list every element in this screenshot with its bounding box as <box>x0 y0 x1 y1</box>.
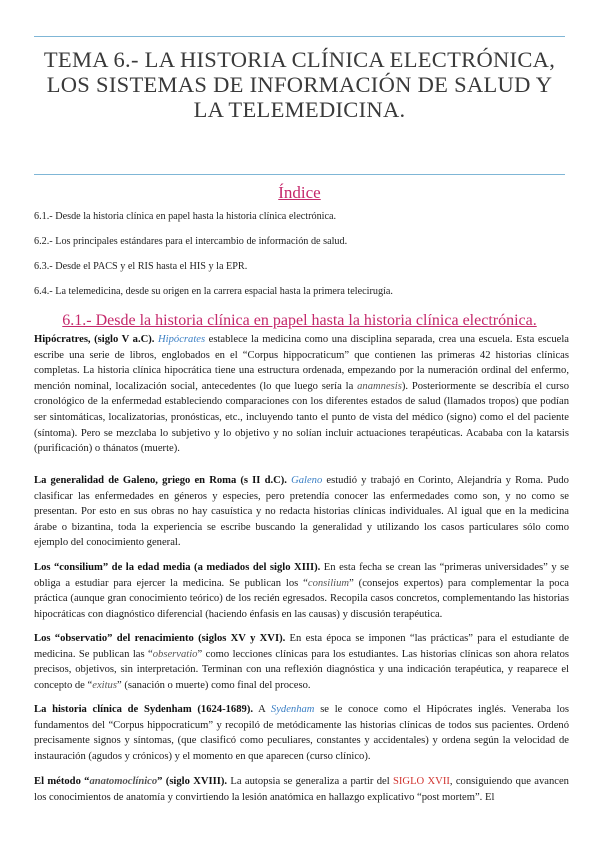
term: anamnesis <box>357 380 402 392</box>
term: consilium <box>307 577 350 589</box>
name-link: Hipócrates <box>158 334 206 345</box>
title-bottom-rule <box>34 174 565 175</box>
paragraph-galeno <box>34 473 569 551</box>
paragraph-lead: Los “observatio” del renacimiento (siglos XV y XVI). <box>34 633 286 644</box>
paragraph-anatomoclinico <box>34 774 569 805</box>
paragraph-lead: La historia clínica de Sydenham (1624-1689). <box>34 704 253 715</box>
name-link: Galeno <box>291 475 323 486</box>
index-item: 6.4.- La telemedicina, desde su origen en la carrera espacial hasta la primera telecirugía. <box>34 286 393 297</box>
index-item: 6.1.- Desde la historia clínica en papel hasta la historia clínica electrónica. <box>34 211 337 222</box>
title-top-rule <box>34 36 565 37</box>
paragraph-text: ” (consejos expertos) para complementar la poca práctica (aunque gran conocimiento teórico) de los recién egresados. Recopila casos concretos, complementando las historias hipocráticas con diagnóstico diferencial (haciendo énfasis en las causas) y discusión terapéutica. <box>34 577 569 620</box>
name-link: Sydenham <box>270 704 315 715</box>
paragraph-text: La autopsia se generaliza a partir del <box>227 776 394 787</box>
index-item: 6.2.- Los principales estándares para el intercambio de información de salud. <box>34 236 348 247</box>
paragraph-text: En esta época se imponen “las prácticas” para el estudiante de medicina. Se publican las “ <box>34 633 569 660</box>
paragraph-text: ). Posteriormente se describía el curso cronológico de la enfermedad estableciendo comparaciones con los diferentes estados de salud (llamados tropos) que podían ser sintomáticas, localizatorias, pronósticas, etc., incluyendo tanto el punto de vista del médico (signo) como el del paciente (síntoma). Pero se mezclaba lo subjetivo y lo objetivo y no solían incluir actuaciones terapéuticas. Acababa con la katarsis (purificación) o thánatos (muerte). <box>34 380 569 455</box>
paragraph-text: ” (sanación o muerte) como final del proceso. <box>116 679 311 691</box>
paragraph-lead: La generalidad de Galeno, griego en Roma (s II d.C). <box>34 475 287 486</box>
paragraph-text: , consiguiendo que avancen los conocimientos de anatomía y convirtiendo la lesión anatómica en hallazgo explicativo “post mortem”. El <box>34 776 569 803</box>
paragraph-lead: Hipócratres, (siglo V a.C). <box>34 334 155 345</box>
paragraph-lead: ” (siglo XVIII). <box>157 776 228 787</box>
index-item: 6.3.- Desde el PACS y el RIS hasta el HIS y la EPR. <box>34 261 248 272</box>
index-heading: Índice <box>278 183 321 202</box>
paragraph-sydenham <box>34 702 569 764</box>
term: exitus <box>92 679 117 691</box>
paragraph-lead: El método “ <box>34 776 90 787</box>
paragraph-hipocrates <box>34 332 569 457</box>
paragraph-text: A <box>253 704 271 715</box>
term: anatomoclínico <box>89 776 158 787</box>
paragraph-text: establece la medicina como una disciplina separada, crea una escuela. Esta escuela escribe una serie de libros, englobados en el “Corpus hippocraticum” que contienen las primeras 42 historias clínicas completas. La historia clínica hipocrática tiene una estructura ordenada, empezando por la numeración ordinal del enfermo, mención nominal, localización social, antecedentes (lo que luego sería la <box>34 334 570 392</box>
paragraph-text: estudió y trabajó en Corinto, Alejandría y Roma. Pudo clasificar las enfermedades en géneros y especies, pero pretendía conocer las enfermedades como son, y no como se presentan. Por esto en sus obras no hay casuística y no redacta historias clínicas individuales. Al igual que en la medicina árabe o bizantina, toda la experiencia se escribe buscando la generalidad y utilizando los casos particulares sólo como ejemplo del conocimiento general. <box>34 475 569 549</box>
page-title: TEMA 6.- LA HISTORIA CLÍNICA ELECTRÓNICA, LOS SISTEMAS DE INFORMACIÓN DE SALUD Y LA TELEMEDICINA. <box>43 47 556 122</box>
paragraph-text: En esta fecha se crean las “primeras universidades” y se obliga a estudiar para ejercer la medicina. Se publican los “ <box>34 562 570 589</box>
paragraph-text: ” como lecciones clínicas para los estudiantes. Las historias clínicas son ahora relatos precisos, objetivos, sin interpretación. Terminan con una reflexión diagnóstica y una indicación terapéutica, y reaparece el concepto de “ <box>34 648 569 691</box>
section-heading: 6.1.- Desde la historia clínica en papel hasta la historia clínica electrónica. <box>62 312 537 329</box>
paragraph-observatio <box>34 631 569 693</box>
highlight-century: SIGLO XVII <box>393 776 450 787</box>
paragraph-text: se le conoce como el Hipócrates inglés. Veneraba los fundamentos del “Corpus hippocraticum” y recopiló de metódicamente las historias clínicas de todos sus pacientes. Ordenó precisamente signos y síntomas, (que clasificó como peculiares, constantes y accidentales) y ordena según la velocidad de instauración (agudos y crónicos) y el momento en que aparecen (curso clínico). <box>34 704 570 762</box>
paragraph-lead: Los “consilium” de la edad media (a mediados del siglo XIII). <box>34 562 321 573</box>
paragraph-consilium <box>34 560 569 622</box>
term: observatio <box>152 648 198 660</box>
